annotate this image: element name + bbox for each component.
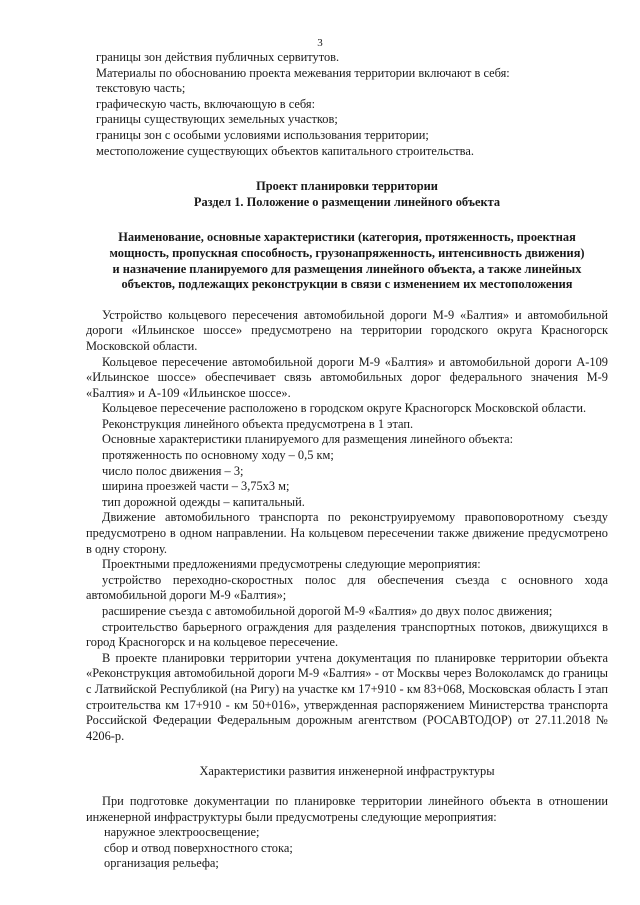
paragraph: Проектными предложениями предусмотрены следующие мероприятия: xyxy=(102,557,481,572)
subsection-heading-line: Наименование, основные характеристики (категория, протяженность, проектная xyxy=(118,230,576,245)
paragraph: Движение автомобильного транспорта по реконструируемому правоповоротному съезду предусмотрено в одном направлении. На кольцевом пересечении также движение предусмотрено в одну сторону. xyxy=(86,510,608,556)
list-item: сбор и отвод поверхностного стока; xyxy=(104,840,293,855)
section-title: Проект планировки территории xyxy=(256,179,438,194)
measure-item: расширение съезда с автомобильной дорогой М-9 «Балтия» до двух полос движения; xyxy=(102,604,553,618)
paragraph: Устройство кольцевого пересечения автомобильной дороги М-9 «Балтия» и автомобильной дороги «Ильинское шоссе» предусмотрено на территории городского округа Красногорск Московской области. xyxy=(86,307,608,353)
subsection-heading-line: объектов, подлежащих реконструкции в связи с изменением их местоположения xyxy=(121,277,573,292)
text-line: границы зон действия публичных сервитутов. xyxy=(96,50,340,64)
characteristic-item: число полос движения – 3; xyxy=(102,463,244,478)
paragraph: Кольцевое пересечение автомобильной дороги М-9 «Балтия» и автомобильной дороги А-109 «Ильинское шоссе» обеспечивает связь автомобильных дорог федерального значения М-9 «Балтия» и А-109 «Ильинское шоссе». xyxy=(86,354,608,400)
characteristic-item: ширина проезжей части – 3,75х3 м; xyxy=(102,479,290,494)
text-line: текстовую часть; xyxy=(96,81,186,96)
text-line: границы существующих земельных участков; xyxy=(96,112,338,127)
section-heading: Характеристики развития инженерной инфраструктуры xyxy=(199,764,495,779)
text-line: местоположение существующих объектов капитального строительства. xyxy=(96,143,474,158)
paragraph: При подготовке документации по планировке территории линейного объекта в отношении инженерной инфраструктуры были предусмотрены следующие мероприятия: xyxy=(86,793,608,824)
section-subtitle: Раздел 1. Положение о размещении линейного объекта xyxy=(193,194,501,209)
text-line: Материалы по обоснованию проекта межевания территории включают в себя: xyxy=(96,65,510,80)
text-line: границы зон с особыми условиями использования территории; xyxy=(96,127,429,142)
page-number: 3 xyxy=(317,37,323,49)
paragraph: Кольцевое пересечение расположено в городском округе Красногорск Московской области. xyxy=(102,401,587,416)
characteristic-item: протяженность по основному ходу – 0,5 км; xyxy=(102,448,334,463)
subsection-heading-line: и назначение планируемого для размещения линейного объекта, а также линейных xyxy=(112,261,582,276)
list-item: организация рельефа; xyxy=(104,856,219,871)
document-body xyxy=(86,50,608,872)
characteristic-item: тип дорожной одежды – капитальный. xyxy=(102,494,305,509)
subsection-heading-line: мощность, пропускная способность, грузонапряженность, интенсивность движения) xyxy=(109,245,585,260)
measure-item: строительство барьерного ограждения для разделения транспортных потоков, движущихся в город Красногорск и на кольцевое пересечение. xyxy=(86,619,608,650)
paragraph: В проекте планировки территории учтена документация по планировке территории объекта «Реконструкция автомобильной дороги М-9 «Балтия» - от Москвы через Волоколамск до границы с Латвийской Республикой (на Ригу) на участке км 17+910 - км 83+068, Московская область I этап строительства км 17+910 - км 50+016», утвержденная распоряжением Министерства транспорта Российской Федерации Федеральным дорожным агентством (РОСАВТОДОР) от 27.11.2018 № 4206-р. xyxy=(86,650,608,743)
list-item: наружное электроосвещение; xyxy=(104,825,260,840)
measure-item: устройство переходно-скоростных полос для обеспечения съезда с основного хода автомобильной дороги М-9 «Балтия»; xyxy=(86,572,608,603)
paragraph: Реконструкция линейного объекта предусмотрена в 1 этап. xyxy=(102,416,414,431)
text-line: графическую часть, включающую в себя: xyxy=(96,96,316,111)
paragraph: Основные характеристики планируемого для размещения линейного объекта: xyxy=(102,432,514,447)
